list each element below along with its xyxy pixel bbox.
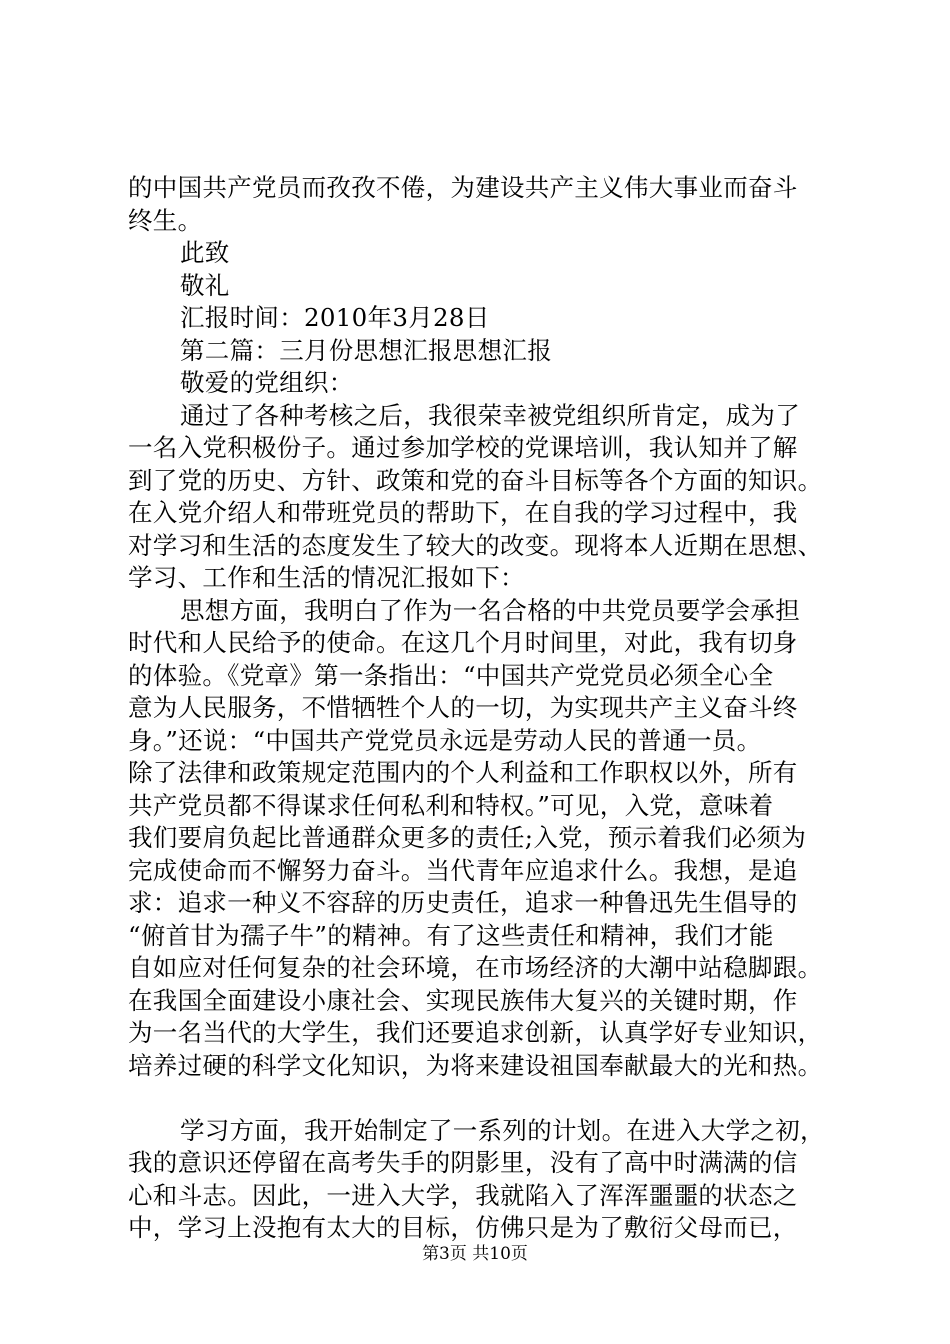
- text-line: 身。”还说：“中国共产党党员永远是劳动人民的普通一员。: [128, 725, 762, 755]
- text-line: 中，学习上没抱有太大的目标，仿佛只是为了敷衍父母而已，: [128, 1213, 798, 1242]
- blank-line: [128, 1082, 848, 1115]
- text-line: 时代和人民给予的使命。在这几个月时间里，对此，我有切身: [128, 628, 798, 657]
- text-line: 培养过硬的科学文化知识，为将来建设祖国奉献最大的光和热。: [128, 1050, 823, 1080]
- text-line: 敬爱的党组织：: [180, 368, 354, 397]
- text-line: 终生。: [128, 205, 203, 235]
- text-line: 敬礼: [180, 270, 230, 300]
- text-line: 学习方面，我开始制定了一系列的计划。在进入大学之初，: [180, 1115, 825, 1145]
- text-line: 的中国共产党员而孜孜不倦，为建设共产主义伟大事业而奋斗: [128, 173, 798, 202]
- text-line: 到了党的历史、方针、政策和党的奋斗目标等各个方面的知识。: [128, 465, 823, 495]
- text-line: 在我国全面建设小康社会、实现民族伟大复兴的关键时期，作: [128, 985, 798, 1015]
- text-line: 对学习和生活的态度发生了较大的改变。现将本人近期在思想、: [128, 530, 823, 560]
- text-line: 共产党员都不得谋求任何私利和特权。”可见，入党，意味着: [128, 790, 774, 820]
- text-line: 通过了各种考核之后，我很荣幸被党组织所肯定，成为了: [180, 400, 800, 430]
- text-line: 思想方面，我明白了作为一名合格的中共党员要学会承担: [180, 595, 800, 625]
- text-line: 一名入党积极份子。通过参加学校的党课培训，我认知并了解: [128, 433, 798, 462]
- page-number-footer: 第3页 共10页: [422, 1244, 528, 1264]
- text-line: 心和斗志。因此，一进入大学，我就陷入了浑浑噩噩的状态之: [128, 1180, 798, 1210]
- text-line: 我们要肩负起比普通群众更多的责任;入党，预示着我们必须为: [128, 823, 807, 852]
- text-line: 自如应对任何复杂的社会环境，在市场经济的大潮中站稳脚跟。: [128, 953, 823, 982]
- document-body: [128, 172, 848, 1245]
- text-line: 在入党介绍人和带班党员的帮助下，在自我的学习过程中，我: [128, 498, 798, 527]
- text-line: 学习、工作和生活的情况汇报如下：: [128, 563, 525, 592]
- text-line: 求：追求一种义不容辞的历史责任，追求一种鲁迅先生倡导的: [128, 888, 798, 917]
- text-line: 此致: [180, 238, 230, 267]
- text-line: 除了法律和政策规定范围内的个人利益和工作职权以外，所有: [128, 758, 798, 787]
- text-line: “俯首甘为孺子牛”的精神。有了这些责任和精神，我们才能: [128, 920, 774, 950]
- text-line: 意为人民服务，不惜牺牲个人的一切，为实现共产主义奋斗终: [128, 693, 798, 722]
- text-line: 第二篇：三月份思想汇报思想汇报: [180, 335, 552, 365]
- text-line: 我的意识还停留在高考失手的阴影里，没有了高中时满满的信: [128, 1148, 798, 1177]
- text-line: 的体验。《党章》第一条指出：“中国共产党党员必须全心全: [128, 660, 774, 690]
- text-line: 完成使命而不懈努力奋斗。当代青年应追求什么。我想，是追: [128, 855, 798, 885]
- text-line: 为一名当代的大学生，我们还要追求创新，认真学好专业知识，: [128, 1018, 823, 1047]
- text-line: 汇报时间：2010年3月28日: [180, 303, 490, 332]
